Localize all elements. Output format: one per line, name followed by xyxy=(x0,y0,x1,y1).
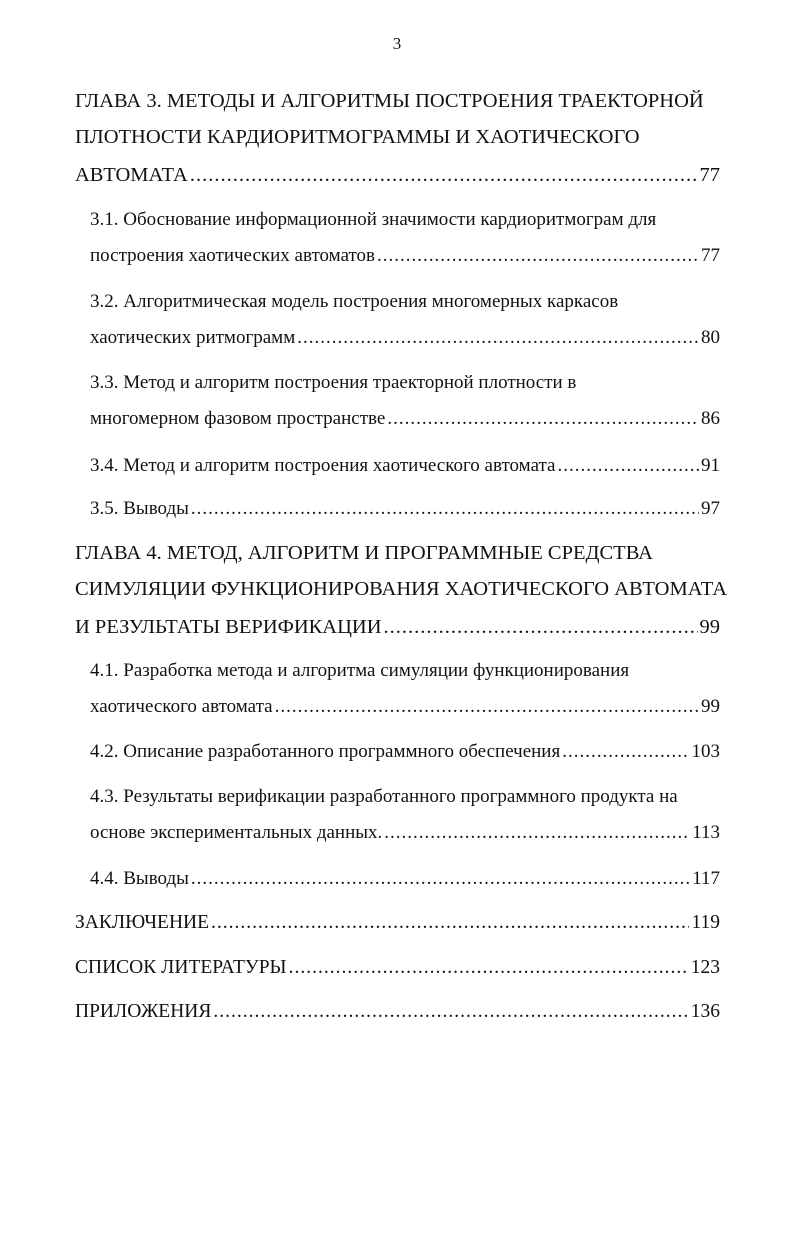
toc-entry-title-line: СПИСОК ЛИТЕРАТУРЫ xyxy=(75,957,287,978)
dot-leader xyxy=(191,868,690,890)
toc-page-number: 91 xyxy=(701,455,720,476)
toc-page-number: 97 xyxy=(701,498,720,519)
toc-entry-title-line: построения хаотических автоматов xyxy=(90,245,376,266)
toc-page-number: 123 xyxy=(690,957,720,978)
dot-leader xyxy=(384,822,690,844)
toc-page-number: 99 xyxy=(701,696,720,717)
toc-entry-title-line: ПЛОТНОСТИ КАРДИОРИТМОГРАММЫ И ХАОТИЧЕСКОГО xyxy=(75,126,640,148)
toc-page-number: 136 xyxy=(690,1001,720,1022)
dot-leader xyxy=(557,455,699,477)
toc-entry-title-line: 4.4. Выводы xyxy=(90,868,189,889)
toc-page-number: 103 xyxy=(691,741,720,762)
toc-page-number: 117 xyxy=(692,868,720,889)
toc-entry-title-line: 3.4. Метод и алгоритм построения хаотического автомата xyxy=(90,455,556,476)
toc-entry-title-line: ГЛАВА 3. МЕТОДЫ И АЛГОРИТМЫ ПОСТРОЕНИЯ ТРАЕКТОРНОЙ xyxy=(75,90,704,112)
dot-leader xyxy=(387,408,699,430)
dot-leader xyxy=(211,912,689,934)
toc-entry-title-line: СИМУЛЯЦИИ ФУНКЦИОНИРОВАНИЯ ХАОТИЧЕСКОГО АВТОМАТА xyxy=(75,578,727,600)
toc-entry-title-line: ЗАКЛЮЧЕНИЕ xyxy=(75,912,210,933)
toc-page-number: 77 xyxy=(699,164,720,186)
toc-page-number: 99 xyxy=(699,616,720,638)
toc-entry-title-line: основе экспериментальных данных. xyxy=(90,822,383,843)
toc-entry-title-line: 4.2. Описание разработанного программного обеспечения xyxy=(90,741,561,762)
dot-leader xyxy=(191,498,699,520)
dot-leader xyxy=(377,245,699,267)
dot-leader xyxy=(275,696,699,718)
dot-leader xyxy=(213,1001,688,1023)
toc-entry-title-line: 4.1. Разработка метода и алгоритма симуляции функционирования xyxy=(90,660,630,681)
dot-leader xyxy=(289,957,689,979)
toc-page-number: 86 xyxy=(701,408,720,429)
toc-entry-title-line: 3.1. Обоснование информационной значимости кардиоритмограм для xyxy=(90,209,657,230)
toc-entry-title-line: 4.3. Результаты верификации разработанного программного продукта на xyxy=(90,786,678,807)
toc-page-number: 119 xyxy=(691,912,720,933)
toc-entry-title-line: хаотического автомата xyxy=(90,696,273,717)
toc-page-number: 77 xyxy=(701,245,720,266)
toc-entry-title-line: 3.3. Метод и алгоритм построения траекторной плотности в xyxy=(90,372,577,393)
dot-leader xyxy=(190,164,698,187)
toc-entry-title-line: 3.5. Выводы xyxy=(90,498,189,519)
toc-entry-title-line: АВТОМАТА xyxy=(75,164,188,186)
toc-page-number: 80 xyxy=(701,327,720,348)
dot-leader xyxy=(562,741,689,763)
page-number: 3 xyxy=(392,34,402,53)
toc-entry-title-line: 3.2. Алгоритмическая модель построения многомерных каркасов xyxy=(90,291,619,312)
toc-page-number: 113 xyxy=(692,822,720,843)
dot-leader xyxy=(297,327,699,349)
toc-entry-title-line: ГЛАВА 4. МЕТОД, АЛГОРИТМ И ПРОГРАММНЫЕ СРЕДСТВА xyxy=(75,542,653,564)
toc-entry-title-line: хаотических ритмограмм xyxy=(90,327,296,348)
toc-entry-title-line: ПРИЛОЖЕНИЯ xyxy=(75,1001,212,1022)
toc-entry-title-line: многомерном фазовом пространстве xyxy=(90,408,386,429)
toc-entry-title-line: И РЕЗУЛЬТАТЫ ВЕРИФИКАЦИИ xyxy=(75,616,382,638)
dot-leader xyxy=(384,616,698,639)
